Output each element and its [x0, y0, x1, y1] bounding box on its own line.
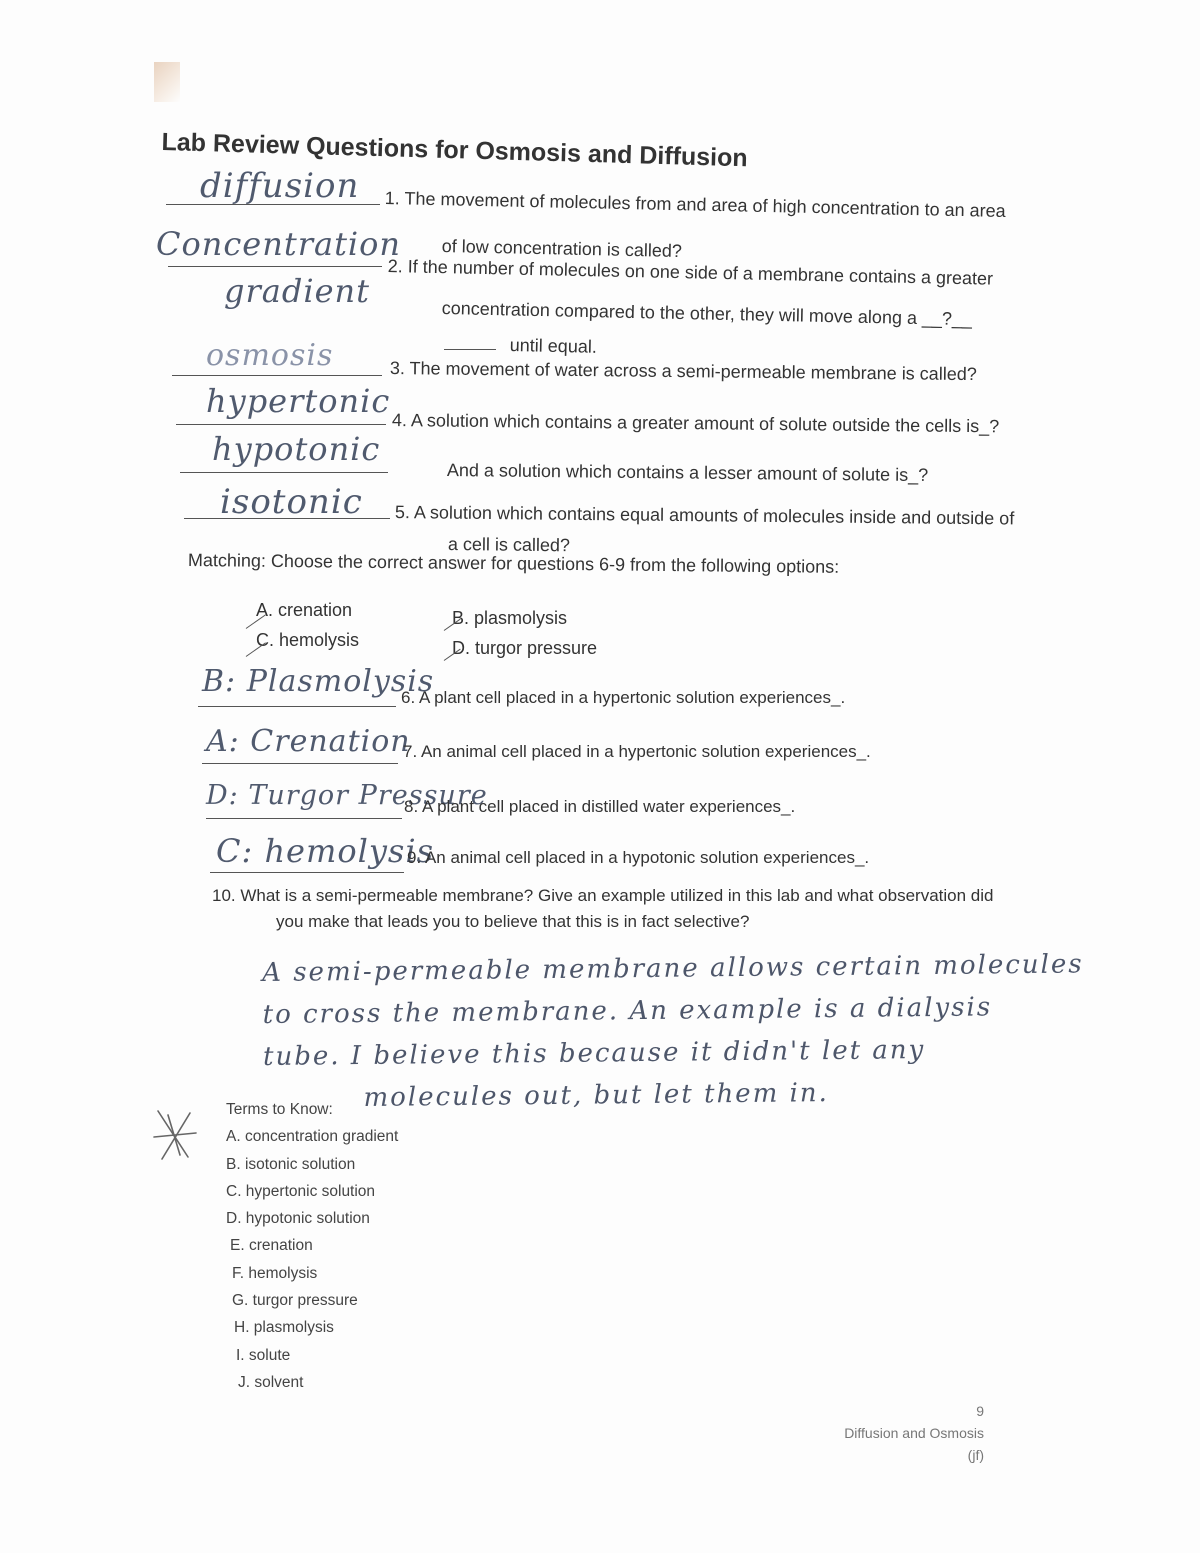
- term-item: J. solvent: [238, 1373, 304, 1391]
- answer-5: isotonic: [220, 482, 363, 522]
- answer-line-4b: [180, 472, 388, 473]
- term-item: F. hemolysis: [232, 1264, 318, 1282]
- footer-label: Diffusion and Osmosis: [844, 1425, 984, 1441]
- page-footer: [844, 1400, 984, 1466]
- answer-2b: gradient: [224, 272, 370, 310]
- blank-line-2: [444, 349, 496, 350]
- option-b: B. plasmolysis: [452, 608, 568, 628]
- page-number: 9: [976, 1403, 984, 1419]
- answer-line-9: [210, 872, 404, 873]
- term-item: C. hypertonic solution: [226, 1182, 376, 1200]
- answer-4b: hypotonic: [212, 430, 381, 468]
- answer-9: C: hemolysis: [216, 832, 434, 870]
- answer-1: diffusion: [200, 166, 360, 206]
- answer-10-line: A semi-permeable membrane allows certain molecules: [262, 949, 1084, 988]
- term-item: B. isotonic solution: [226, 1155, 356, 1173]
- term-item: D. hypotonic solution: [226, 1210, 370, 1228]
- question-1-cont: of low concentration is called?: [441, 236, 683, 262]
- answer-line-8: [206, 818, 402, 819]
- question-2-cont: concentration compared to the other, they will move along a __?__: [441, 298, 973, 330]
- question-9: 9. An animal cell placed in a hypotonic solution experiences_.: [407, 848, 870, 867]
- scan-corner-mark: [154, 62, 180, 102]
- answer-3: osmosis: [206, 338, 334, 373]
- term-item: H. plasmolysis: [234, 1319, 334, 1337]
- question-6: 6. A plant cell placed in a hypertonic solution experiences_.: [401, 688, 846, 707]
- option-d: D. turgor pressure: [452, 638, 598, 658]
- answer-line-4: [176, 424, 386, 425]
- question-8: 8. A plant cell placed in distilled water experiences_.: [404, 797, 796, 816]
- terms-heading: Terms to Know:: [226, 1101, 333, 1118]
- answer-line-5: [184, 518, 390, 519]
- question-5: 5. A solution which contains equal amounts of molecules inside and outside of: [394, 502, 1015, 529]
- answer-8: D: Turgor Pressure: [206, 780, 488, 811]
- answer-7: A: Crenation: [206, 724, 411, 759]
- term-item: I. solute: [236, 1346, 291, 1364]
- answer-10: [262, 944, 1084, 1120]
- answer-line-7: [202, 763, 398, 764]
- question-10-cont: you make that leads you to believe that this is in fact selective?: [276, 912, 750, 931]
- term-item: A. concentration gradient: [226, 1128, 399, 1146]
- term-item: E. crenation: [230, 1237, 313, 1255]
- term-item: G. turgor pressure: [232, 1292, 358, 1310]
- matching-instructions: Matching: Choose the correct answer for questions 6-9 from the following options:: [187, 550, 840, 577]
- question-3: 3. The movement of water across a semi-permeable membrane is called?: [389, 358, 977, 385]
- question-1: 1. The movement of molecules from and area of high concentration to an area: [384, 188, 1006, 222]
- question-5-cont: a cell is called?: [447, 534, 571, 556]
- answer-4: hypertonic: [206, 382, 391, 420]
- answer-line-6: [198, 706, 396, 707]
- answer-10-line: to cross the membrane. An example is a dialysis: [262, 992, 993, 1030]
- answer-line-1: [166, 204, 380, 205]
- footer-initials: (jf): [967, 1447, 984, 1463]
- star-mark-icon: [150, 1105, 198, 1165]
- answer-2a: Concentration: [156, 225, 402, 263]
- answer-6: B: Plasmolysis: [202, 664, 435, 699]
- question-2: 2. If the number of molecules on one side of a membrane contains a greater: [387, 256, 994, 289]
- question-4: 4. A solution which contains a greater amount of solute outside the cells is_?: [391, 410, 1000, 437]
- option-c: C. hemolysis: [256, 630, 360, 650]
- answer-10-line: tube. I believe this because it didn't let any: [262, 1035, 926, 1072]
- page-title: Lab Review Questions for Osmosis and Diffusion: [161, 128, 748, 173]
- option-a: A. crenation: [256, 600, 353, 620]
- answer-10-line: molecules out, but let them in.: [363, 1078, 830, 1113]
- answer-line-3: [172, 375, 382, 376]
- question-10: 10. What is a semi-permeable membrane? Give an example utilized in this lab and what observation did: [212, 886, 994, 905]
- question-7: 7. An animal cell placed in a hypertonic solution experiences_.: [403, 742, 871, 761]
- terms-to-know: [226, 1096, 398, 1396]
- answer-line-2: [168, 266, 382, 267]
- question-4b: And a solution which contains a lesser amount of solute is_?: [446, 460, 929, 486]
- question-2-cont2: until equal.: [509, 335, 598, 357]
